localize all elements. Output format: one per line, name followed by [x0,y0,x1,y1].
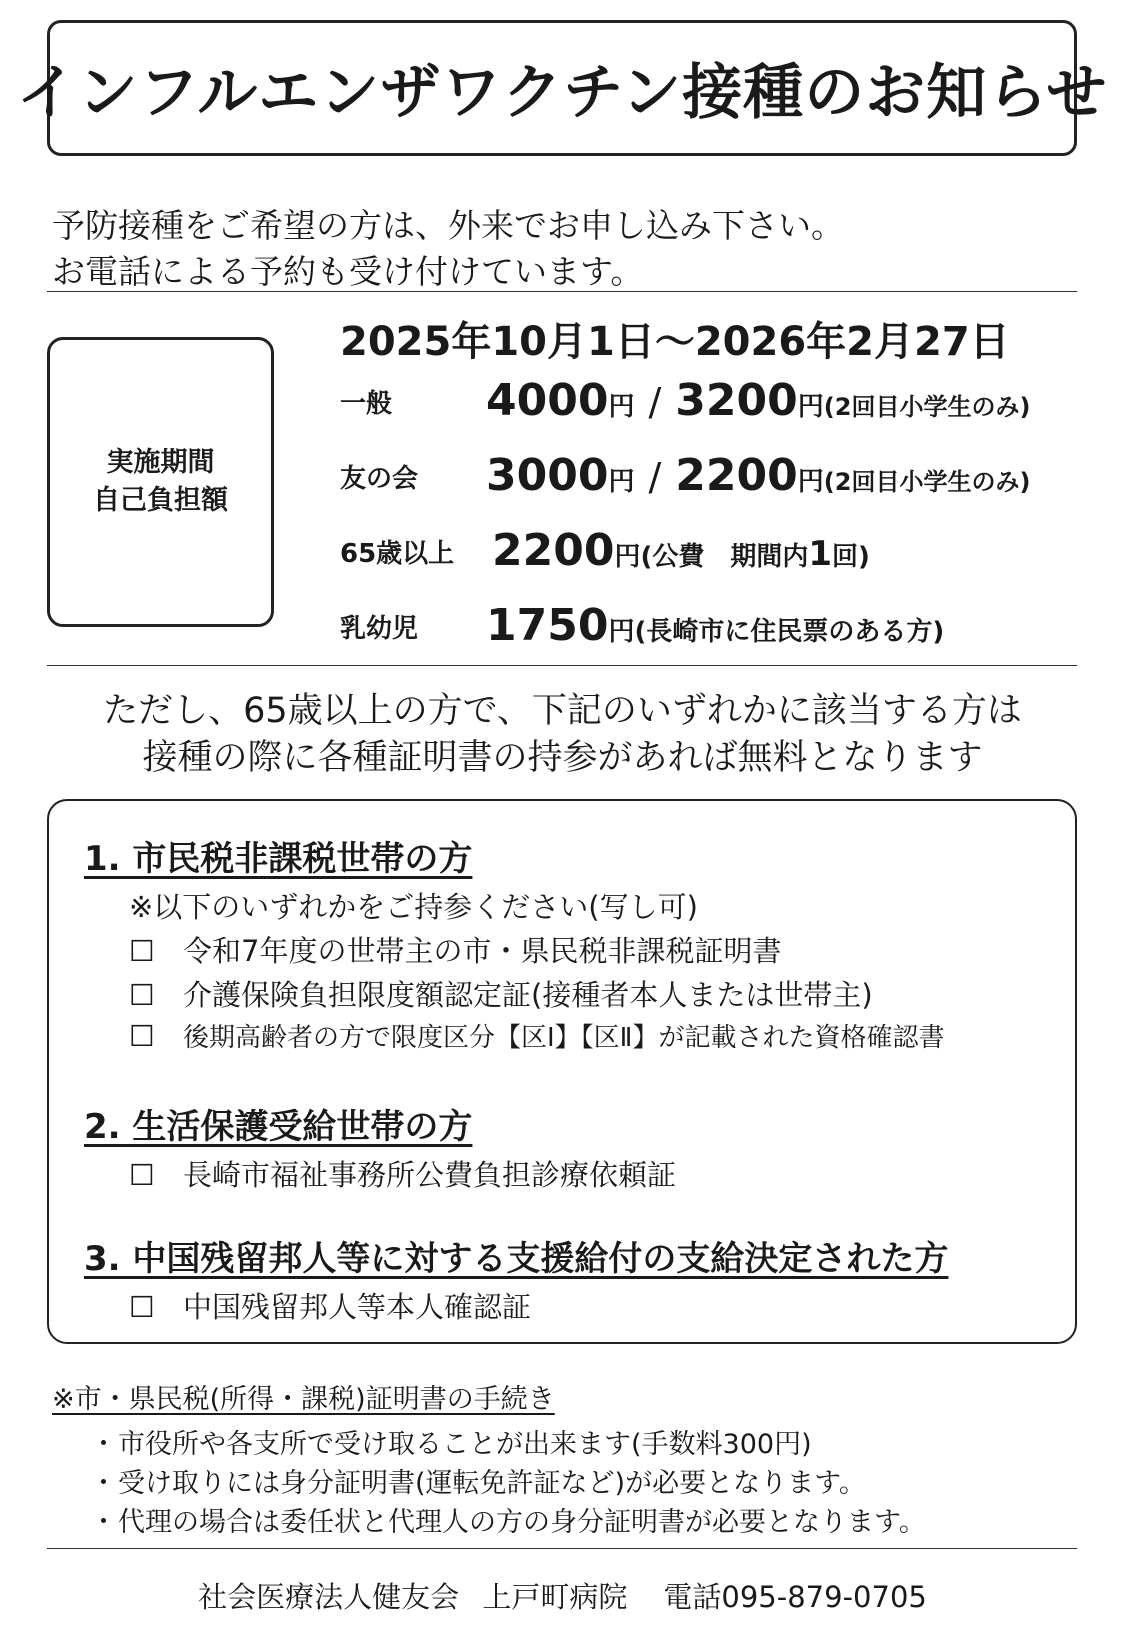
yen-unit: 円 [608,617,635,647]
bullet: ・ [90,1468,117,1499]
yen-unit: 円 [608,392,635,422]
section-heading-3: 3. 中国残留邦人等に対する支援給付の支給決定された方 [84,1239,949,1279]
list-item [129,1153,676,1194]
price-note: (長崎市に住民票のある方) [634,617,945,647]
price-amount: 1750 [486,600,609,651]
condition-line-2: 接種の際に各種証明書の持参があれば無料となります [142,738,983,778]
list-item-text: 介護保険負担限度額認定証(接種者本人または世帯主) [183,978,873,1012]
checkbox-icon: ☐ [129,1158,155,1192]
vaccination-period: 2025年10月1日～2026年2月27日 [340,319,1010,365]
price-value [486,600,944,651]
list-item-text: 後期高齢者の方で限度区分【区Ⅰ】【区Ⅱ】が記載された資格確認書 [183,1023,945,1053]
list-item [129,1285,531,1326]
organization-name: 社会医療法人健友会 [198,1580,460,1614]
bullet: ・ [90,1507,117,1538]
procedure-heading: ※市・県民税(所得・課税)証明書の手続き [52,1384,555,1415]
price-note: (2回目小学生のみ) [823,393,1031,421]
hospital-name: 上戸町病院 [482,1580,628,1614]
checkbox-icon: ☐ [129,1290,155,1324]
procedure-item-text: 代理の場合は委任状と代理人の方の身分証明書が必要となります。 [118,1507,926,1538]
price-value [486,450,1030,501]
price-value [492,525,870,576]
price-value [486,375,1030,426]
price-amount: 3000 [486,450,609,501]
procedure-item [90,1503,926,1542]
intro-line-1: 予防接種をご希望の方は、外来でお申し込み下さい。 [52,206,844,245]
procedure-item [90,1464,926,1503]
price-category: 65歳以上 [340,539,455,569]
section-note: ※以下のいずれかをご持参ください(写し可) [129,890,698,924]
price-category: 乳幼児 [340,614,419,644]
procedure-list [90,1425,926,1542]
intro-text [52,203,844,295]
period-label: 実施期間 [106,447,215,478]
checkbox-icon: ☐ [129,1019,155,1053]
checkbox-icon: ☐ [129,978,155,1012]
price-amount-second: 3200 [675,375,798,426]
footer [0,1575,1125,1616]
list-item [129,929,781,970]
procedure-item-text: 受け取りには身分証明書(運転免許証など)が必要となります。 [118,1468,866,1499]
yen-unit: 円 [608,467,635,497]
price-note-count: 1 [808,534,833,574]
price-category: 一般 [340,389,393,419]
period-label-box [47,337,274,627]
condition-line-1: ただし、65歳以上の方で、下記のいずれかに該当する方は [103,691,1022,731]
price-category: 友の会 [340,464,419,494]
list-item-text: 令和7年度の世帯主の市・県民税非課税証明書 [183,934,782,968]
price-amount-second: 2200 [675,450,798,501]
price-separator: / [648,455,662,499]
checkbox-icon: ☐ [129,934,155,968]
price-amount: 4000 [486,375,609,426]
yen-unit: 円 [614,542,641,572]
yen-unit: 円 [797,467,824,497]
list-item [129,973,873,1014]
bullet: ・ [90,1429,117,1460]
intro-line-2: お電話による予約も受け付けています。 [52,252,644,291]
price-note-pre: (公費 期間内 [640,542,809,572]
price-separator: / [648,380,662,424]
divider-top [47,291,1077,292]
free-condition-text [0,688,1125,782]
procedure-item [90,1425,926,1464]
section-heading-2: 2. 生活保護受給世帯の方 [84,1107,473,1147]
price-note-post: 回) [832,542,870,572]
title-box [16,20,1108,156]
divider-bottom [47,1548,1077,1549]
price-note: (2回目小学生のみ) [823,468,1031,496]
divider-middle [47,665,1077,666]
list-item [129,1017,944,1054]
cost-label: 自己負担額 [93,485,228,516]
list-item-text: 長崎市福祉事務所公費負担診療依頼証 [183,1158,677,1192]
phone-number: 電話095-879-0705 [663,1580,927,1614]
procedure-item-text: 市役所や各支所で受け取ることが出来ます(手数料300円) [118,1429,812,1460]
price-amount: 2200 [492,525,615,576]
list-item-text: 中国残留邦人等本人確認証 [183,1290,532,1324]
section-heading-1: 1. 市民税非課税世帯の方 [84,839,473,879]
page-title: インフルエンザワクチン接種のお知らせ [16,58,1108,128]
eligibility-box [47,799,1077,1344]
yen-unit: 円 [797,392,824,422]
